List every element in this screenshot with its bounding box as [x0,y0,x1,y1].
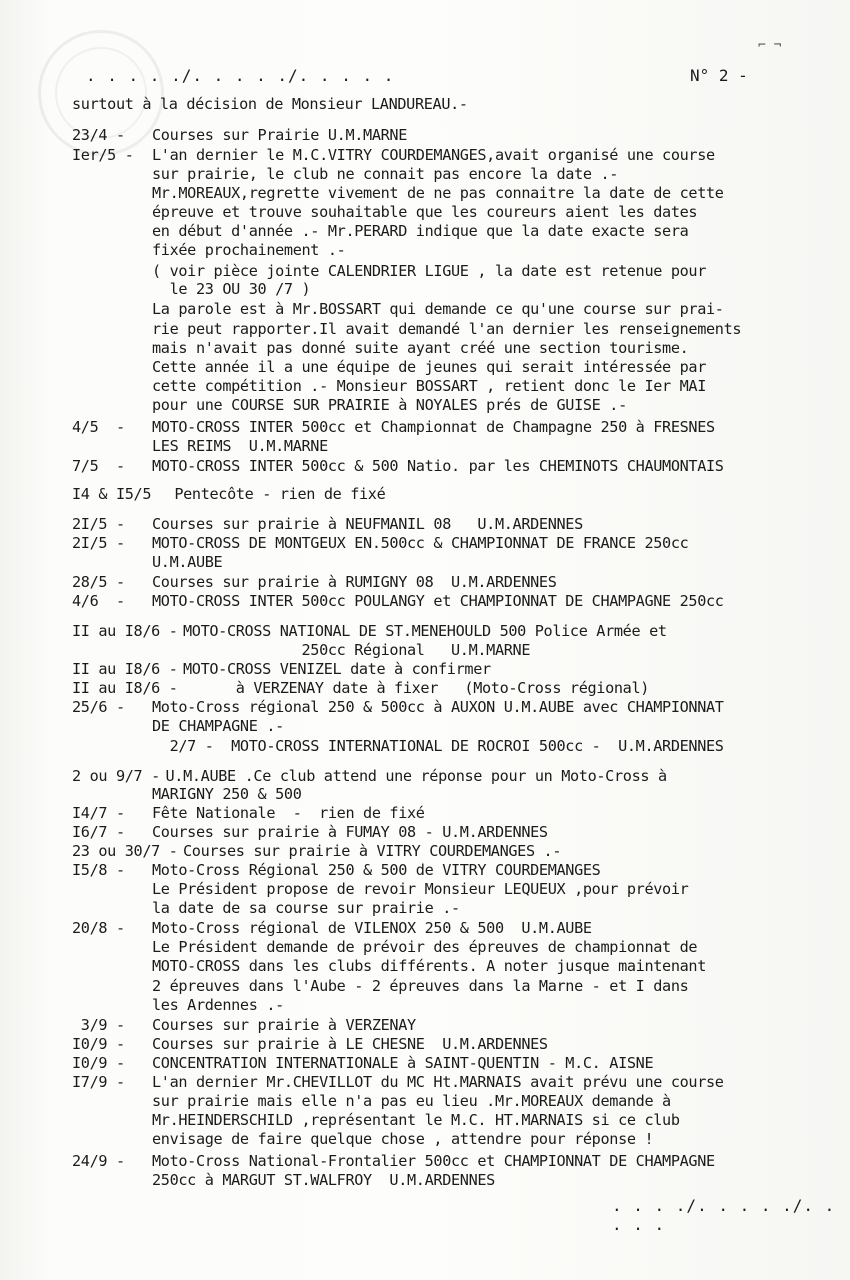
entry-text: Courses sur prairie à NEUFMANIL 08 U.M.ARDENNES [152,515,583,533]
entry-text: LES REIMS U.M.MARNE [152,437,328,455]
entry-text: L'an dernier Mr.CHEVILLOT du MC Ht.MARNAIS avait prévu une course [152,1073,724,1091]
entry-text: Courses sur prairie à FUMAY 08 - U.M.ARDENNES [152,823,548,841]
entry-date: 4/6 - [72,592,125,610]
entry-text: Le Président propose de revoir Monsieur LEQUEUX ,pour prévoir [152,880,689,898]
entry-date: I5/8 - [72,861,125,879]
page-number: N° 2 - [690,66,748,85]
entry-text: Moto-Cross Régional 250 & 500 de VITRY COURDEMANGES [152,861,601,879]
entry-date: 25/6 - [72,698,125,716]
entry-date: Ier/5 - [72,146,134,164]
entry-text: le 23 OU 30 /7 ) [152,280,311,298]
entry-text: mais n'avait pas donné suite ayant créé une section tourisme. [152,339,689,357]
entry-text: MOTO-CROSS DE MONTGEUX EN.500cc & CHAMPIONNAT DE FRANCE 250cc [152,534,689,552]
entry-date: 24/9 - [72,1152,125,1170]
entry-text: U.M.AUBE [152,553,223,571]
entry-text: sur prairie, le club ne connait pas encore la date .- [152,165,619,183]
entry-text: Courses sur prairie à LE CHESNE U.M.ARDENNES [152,1035,548,1053]
entry-text: sur prairie mais elle n'a pas eu lieu .Mr.MOREAUX demande à [152,1092,671,1110]
corner-mark: ⌐ ¬ [758,38,782,53]
entry-text: Courses sur prairie à VITRY COURDEMANGES .- [183,842,562,860]
entry-text: 2 épreuves dans l'Aube - 2 épreuves dans la Marne - et I dans [152,977,689,995]
entry-text: La parole est à Mr.BOSSART qui demande ce qu'une course sur prai- [152,300,724,318]
entry-text: MOTO-CROSS INTER 500cc & 500 Natio. par les CHEMINOTS CHAUMONTAIS [152,457,724,475]
entry-text: CONCENTRATION INTERNATIONALE à SAINT-QUENTIN - M.C. AISNE [152,1054,654,1072]
entry-date: 23 ou 30/7 - [72,842,178,860]
entry-text: Mr.MOREAUX,regrette vivement de ne pas connaitre la date de cette [152,184,724,202]
entry-date: I6/7 - [72,823,125,841]
entry-date: 4/5 - [72,418,125,436]
entry-date: 28/5 - [72,573,125,591]
entry-text: MOTO-CROSS VENIZEL date à confirmer [183,660,491,678]
entry-text: U.M.AUBE .Ce club attend une réponse pour un Moto-Cross à [165,767,667,785]
entry-text: Moto-Cross régional 250 & 500cc à AUXON U.M.AUBE avec CHAMPIONNAT [152,698,724,716]
entry-text: MOTO-CROSS INTER 500cc POULANGY et CHAMPIONNAT DE CHAMPAGNE 250cc [152,592,724,610]
entry-text: Mr.HEINDERSCHILD ,représentant le M.C. HT.MARNAIS si ce club [152,1111,680,1129]
continuation-dots-bottom: . . . ./. . . . ./. . . . . [612,1196,836,1234]
entry-date: I0/9 - [72,1035,125,1053]
entry-text: MOTO-CROSS dans les clubs différents. A noter jusque maintenant [152,957,707,975]
entry-text: Courses sur prairie à VERZENAY [152,1016,416,1034]
entry-text: Cette année il a une équipe de jeunes qui serait intéressée par [152,358,707,376]
entry-date: II au I8/6 - [72,679,178,697]
entry-date: I0/9 - [72,1054,125,1072]
entry-text: Courses sur prairie à RUMIGNY 08 U.M.ARDENNES [152,573,557,591]
entry-text: 250cc à MARGUT ST.WALFROY U.M.ARDENNES [152,1171,495,1189]
entry-text: Moto-Cross National-Frontalier 500cc et CHAMPIONNAT DE CHAMPAGNE [152,1152,715,1170]
entry-text: fixée prochainement .- [152,241,346,259]
entry-text: L'an dernier le M.C.VITRY COURDEMANGES,avait organisé une course [152,146,715,164]
entry-text: les Ardennes .- [152,996,284,1014]
entry-text: Fête Nationale - rien de fixé [152,804,425,822]
entry-text: la date de sa course sur prairie .- [152,899,460,917]
entry-date: 3/9 - [72,1016,125,1034]
entry-date: 2I/5 - [72,515,125,533]
entry-date: 7/5 - [72,457,125,475]
entry-text: épreuve et trouve souhaitable que les coureurs aient les dates [152,203,698,221]
entry-text: Pentecôte - rien de fixé [156,485,386,503]
entry-text: Moto-Cross régional de VILENOX 250 & 500 U.M.AUBE [152,919,592,937]
entry-text: MOTO-CROSS NATIONAL DE ST.MENEHOULD 500 Police Armée et [183,622,667,640]
entry-text: cette compétition .- Monsieur BOSSART , retient donc le Ier MAI [152,377,707,395]
entry-text: rie peut rapporter.Il avait demandé l'an dernier les renseignements [152,320,742,338]
entry-text: pour une COURSE SUR PRAIRIE à NOYALES prés de GUISE .- [152,396,627,414]
entry-date: 2I/5 - [72,534,125,552]
entry-text: en début d'année .- Mr.PERARD indique que la date exacte sera [152,222,689,240]
entry-date: II au I8/6 - [72,660,178,678]
entry-text: MARIGNY 250 & 500 [152,785,302,803]
entry-text: 2/7 - MOTO-CROSS INTERNATIONAL DE ROCROI 500cc - U.M.ARDENNES [152,737,724,755]
entry-text: Courses sur Prairie U.M.MARNE [152,126,408,144]
entry-text: ( voir pièce jointe CALENDRIER LIGUE , la date est retenue pour [152,262,707,280]
entry-text: à VERZENAY date à fixer (Moto-Cross régional) [183,679,650,697]
entry-text: DE CHAMPAGNE .- [152,717,284,735]
entry-date: II au I8/6 - [72,622,178,640]
entry-date: 2 ou 9/7 - [72,767,160,785]
entry-text: MOTO-CROSS INTER 500cc et Championnat de Champagne 250 à FRESNES [152,418,715,436]
entry-date: I7/9 - [72,1073,125,1091]
entry-date: 23/4 - [72,126,125,144]
continuation-dots-top: . . . . ./. . . . ./. . . . . [86,66,395,85]
entry-date: 20/8 - [72,919,125,937]
entry-text: 250cc Régional U.M.MARNE [152,641,531,659]
entry-text: Le Président demande de prévoir des épreuves de championnat de [152,938,698,956]
entry-date: I4/7 - [72,804,125,822]
entry-date: I4 & I5/5 [72,485,152,503]
intro-line: surtout à la décision de Monsieur LANDUREAU.- [72,95,468,113]
entry-text: envisage de faire quelque chose , attendre pour réponse ! [152,1130,654,1148]
